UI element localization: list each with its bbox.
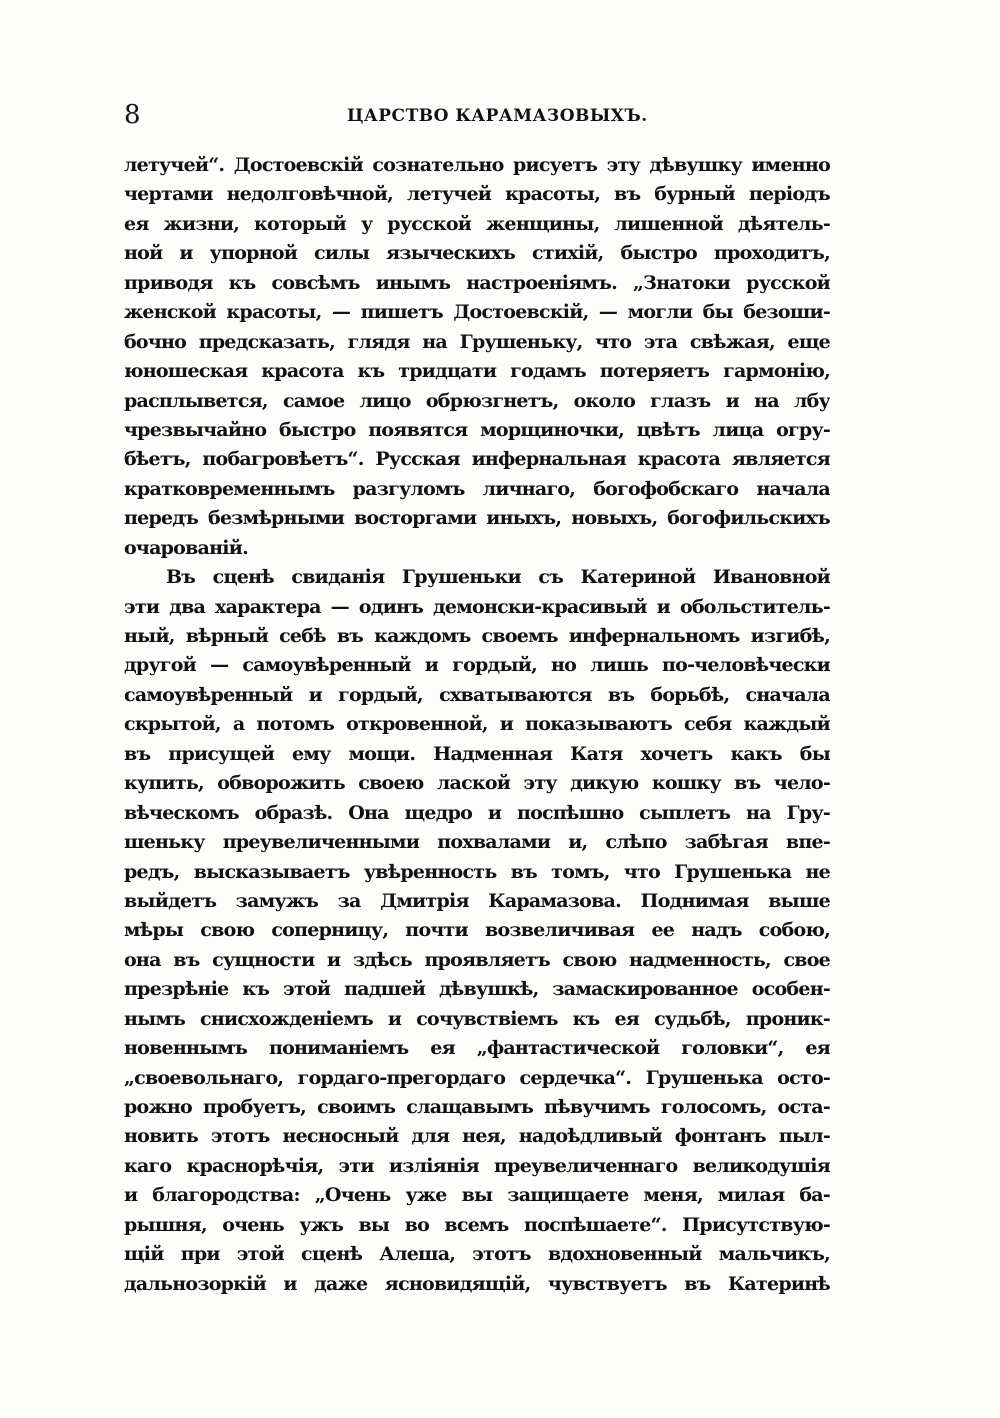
- text-line: новеннымъ пониманіемъ ея „фантастической головки“, ея: [124, 1037, 830, 1060]
- body-text: [124, 151, 830, 1299]
- text-line: бѣетъ, побагровѣетъ“. Русская инфернальная красота является: [124, 448, 830, 471]
- text-line: скрытой, а потомъ откровенной, и показываютъ себя каждый: [124, 713, 830, 736]
- text-line: она въ сущности и здѣсь проявляетъ свою надменность, свое: [124, 948, 830, 971]
- text-line: презрѣніе къ этой падшей дѣвушкѣ, замаскированное особен-: [124, 978, 830, 1001]
- text-line: выйдетъ замужъ за Дмитрія Карамазова. Поднимая выше: [124, 889, 830, 912]
- text-line: бочно предсказать, глядя на Грушеньку, что эта свѣжая, еще: [124, 330, 830, 353]
- text-line: рышня, очень ужъ вы во всемъ поспѣшаете“. Присутствую-: [124, 1213, 830, 1236]
- page-header: [124, 100, 830, 130]
- text-line: „своевольнаго, гордаго-прегордаго сердечка“. Грушенька осто-: [124, 1066, 830, 1089]
- text-line: другой — самоувѣренный и гордый, но лишь по-человѣчески: [124, 654, 830, 677]
- text-line: вѣческомъ образѣ. Она щедро и поспѣшно сыплетъ на Гру-: [124, 801, 830, 824]
- text-line: рожно пробуетъ, своимъ слащавымъ пѣвучимъ голосомъ, оста-: [124, 1096, 830, 1118]
- text-line: и благородства: „Очень уже вы защищаете меня, милая ба-: [124, 1184, 830, 1207]
- text-line: очарованій.: [124, 536, 248, 559]
- text-line: самоувѣренный и гордый, схватываются въ борьбѣ, сначала: [124, 683, 830, 706]
- text-line: редъ, высказываетъ увѣренность въ томъ, что Грушенька не: [124, 860, 830, 883]
- running-title: ЦАРСТВО КАРАМАЗОВЫХЪ.: [347, 106, 648, 126]
- text-line: приводя къ совсѣмъ инымъ настроеніямъ. „Знатоки русской: [124, 271, 830, 294]
- text-line: расплывется, самое лицо обрюзгнетъ, около глазъ и на лбу: [124, 389, 830, 412]
- text-line: юношеская красота къ тридцати годамъ потеряетъ гармонію,: [124, 360, 830, 383]
- text-line: кратковременнымъ разгуломъ личнаго, богофобскаго начала: [124, 477, 830, 500]
- text-line: шеньку преувеличенными похвалами и, слѣпо забѣгая впе-: [124, 831, 830, 854]
- text-line: Въ сценѣ свиданія Грушеньки съ Катериной Ивановной: [166, 566, 830, 589]
- text-line: новить этотъ несносный для нея, надоѣдливый фонтанъ пыл-: [124, 1125, 830, 1148]
- text-line: въ присущей ему мощи. Надменная Катя хочетъ какъ бы: [124, 742, 830, 765]
- text-line: мѣры свою соперницу, почти возвеличивая ее надъ собою,: [124, 919, 830, 942]
- text-line: купить, обворожить своею лаской эту дикую кошку въ чело-: [124, 772, 830, 795]
- paragraph: [124, 151, 830, 563]
- text-line: передъ безмѣрными восторгами иныхъ, новыхъ, богофильскихъ: [124, 507, 830, 530]
- text-line: чрезвычайно быстро появятся морщиночки, цвѣтъ лица огру-: [124, 418, 830, 441]
- text-line: ный, вѣрный себѣ въ каждомъ своемъ инфернальномъ изгибѣ,: [124, 625, 830, 647]
- text-line: ея жизни, который у русской женщины, лишенной дѣятель-: [124, 212, 830, 235]
- page-number: 8: [124, 100, 141, 130]
- text-line: каго краснорѣчія, эти изліянія преувеличеннаго великодушія: [124, 1154, 830, 1177]
- text-line: женской красоты, — пишетъ Достоевскій, — могли бы безоши-: [124, 301, 830, 324]
- paragraph: [124, 563, 830, 1299]
- text-line: нымъ снисхожденіемъ и сочувствіемъ къ ея судьбѣ, проник-: [124, 1007, 830, 1030]
- text-line: эти два характера — одинъ демонски-красивый и обольститель-: [124, 595, 830, 618]
- text-line: летучей“. Достоевскій сознательно рисуетъ эту дѣвушку именно: [124, 154, 830, 176]
- text-line: ной и упорной силы языческихъ стихій, быстро проходитъ,: [124, 242, 830, 265]
- text-line: чертами недолговѣчной, летучей красоты, въ бурный періодъ: [124, 183, 830, 206]
- text-line: щій при этой сценѣ Алеша, этотъ вдохновенный мальчикъ,: [124, 1243, 830, 1266]
- text-line: дальнозоркій и даже ясновидящій, чувствуетъ въ Катеринѣ: [124, 1272, 830, 1295]
